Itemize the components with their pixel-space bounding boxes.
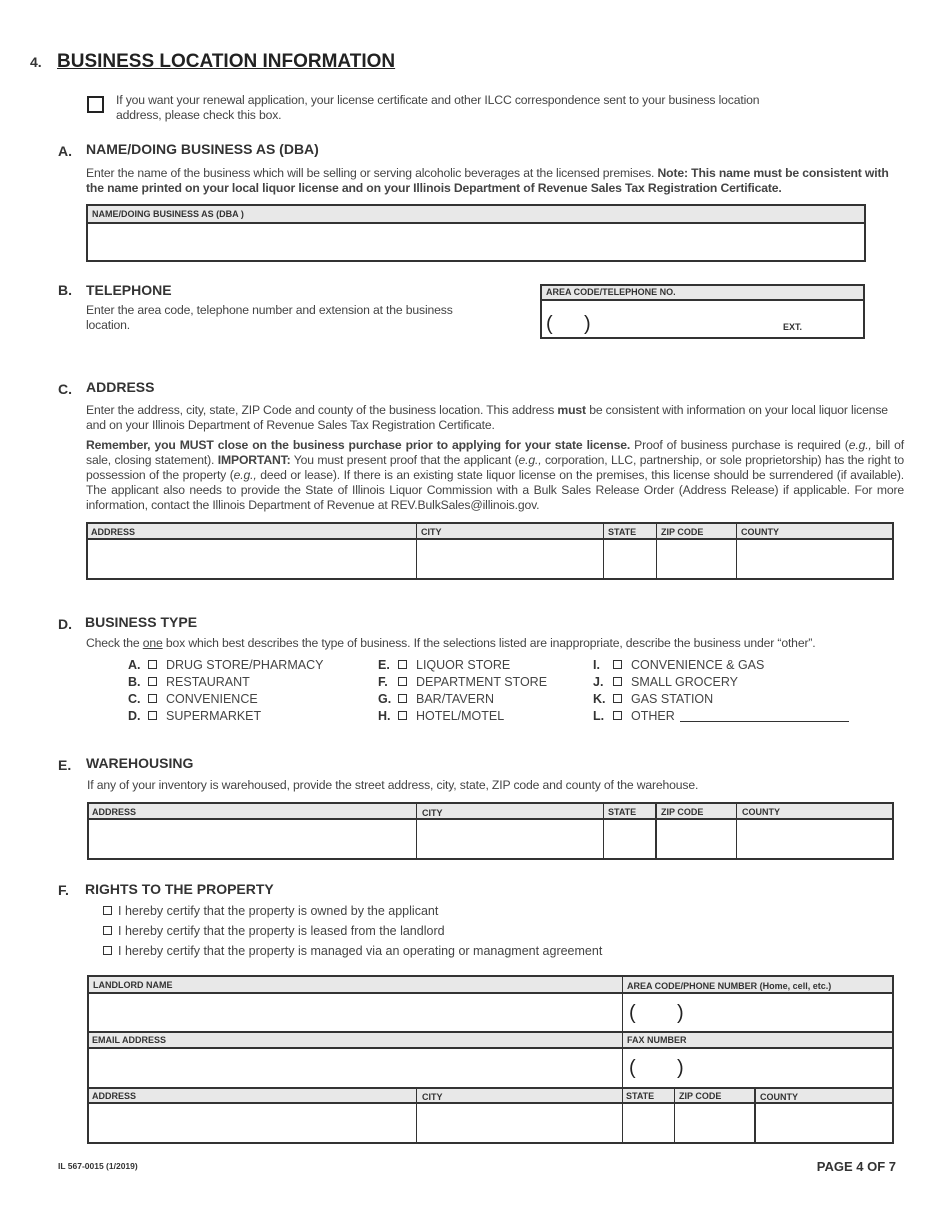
checkbox-icon — [613, 677, 622, 686]
text: DRUG STORE/PHARMACY — [166, 658, 324, 672]
section-e-text: If any of your inventory is warehoused, provide the street address, city, state, ZIP code and county of the warehouse. — [87, 778, 699, 792]
text: BAR/TAVERN — [416, 692, 495, 706]
phone-open-paren: ( — [629, 1002, 636, 1024]
text — [416, 1087, 417, 1142]
t: one — [142, 636, 163, 650]
col-city: CITY — [422, 808, 443, 818]
text: SMALL GROCERY — [631, 675, 738, 689]
option-hotel-motel[interactable] — [378, 709, 504, 723]
section-b-letter: B. — [58, 282, 72, 298]
text: DEPARTMENT STORE — [416, 675, 548, 689]
section-c-para2 — [86, 438, 904, 513]
option-gas-station[interactable] — [593, 692, 713, 706]
telephone-field[interactable] — [540, 284, 865, 339]
t: must — [557, 403, 586, 417]
checkbox-icon — [103, 926, 112, 935]
text: LIQUOR STORE — [416, 658, 511, 672]
fax-label: FAX NUMBER — [627, 1035, 687, 1045]
fax-close-paren: ) — [677, 1057, 684, 1079]
text: D. — [128, 709, 141, 723]
text — [416, 804, 417, 858]
checkbox-icon — [398, 694, 407, 703]
rights-managed-checkbox[interactable] — [103, 944, 602, 958]
col-city: CITY — [422, 1092, 443, 1102]
section-a-heading: NAME/DOING BUSINESS AS (DBA) — [86, 141, 319, 157]
option-convenience[interactable] — [128, 692, 258, 706]
landlord-phone-label: AREA CODE/PHONE NUMBER (Home, cell, etc.) — [627, 981, 832, 991]
checkbox-icon — [613, 660, 622, 669]
col-state: STATE — [626, 1091, 655, 1101]
text: RESTAURANT — [166, 675, 250, 689]
option-small-grocery[interactable] — [593, 675, 738, 689]
mail-checkbox-label: If you want your renewal application, your license certificate and other ILCC correspondence sent to your business location address, please check this box. — [116, 93, 760, 122]
landlord-table — [87, 975, 894, 1144]
section-b-heading: TELEPHONE — [86, 282, 172, 298]
fax-open-paren: ( — [629, 1057, 636, 1079]
text: OTHER — [631, 709, 675, 723]
t: Check the — [86, 636, 143, 650]
checkbox-icon — [148, 677, 157, 686]
rights-owned-checkbox[interactable] — [103, 904, 438, 918]
t: be consistent with information on your local liquor license and on your Illinois Department of Revenue Sales Tax Registration Certificate. — [86, 403, 888, 432]
landlord-name-label: LANDLORD NAME — [93, 980, 173, 990]
text: HOTEL/MOTEL — [416, 709, 505, 723]
dba-label: NAME/DOING BUSINESS AS (DBA ) — [88, 206, 864, 224]
ext-label: EXT. — [783, 322, 803, 332]
option-liquor-store[interactable] — [378, 658, 510, 672]
form-id: IL 567-0015 (1/2019) — [58, 1161, 138, 1171]
section-a-letter: A. — [58, 143, 72, 159]
col-county: COUNTY — [742, 807, 780, 817]
text — [603, 804, 604, 858]
t: IMPORTANT: — [217, 453, 291, 467]
col-address: ADDRESS — [92, 807, 137, 817]
section-d-text — [86, 636, 906, 651]
text: I hereby certify that the property is owned by the applicant — [118, 904, 439, 918]
text: A. — [128, 658, 141, 672]
text — [622, 977, 623, 1142]
checkbox-icon — [148, 660, 157, 669]
text — [736, 804, 737, 858]
text: J. — [593, 675, 604, 689]
section-f-letter: F. — [58, 882, 69, 898]
col-state: STATE — [608, 807, 637, 817]
checkbox-icon — [398, 660, 407, 669]
t: Remember, you MUST close on the business purchase prior to applying for your state license. — [86, 438, 631, 452]
t: e.g., — [518, 453, 542, 467]
checkbox-icon — [148, 711, 157, 720]
text — [736, 524, 737, 578]
text — [754, 1087, 756, 1142]
option-department-store[interactable] — [378, 675, 547, 689]
section-d-letter: D. — [58, 616, 72, 632]
text: B. — [128, 675, 141, 689]
header-row — [89, 1031, 892, 1049]
option-other[interactable] — [593, 709, 675, 723]
checkbox-icon — [103, 906, 112, 915]
section-number: 4. — [30, 54, 42, 70]
area-code-close-paren: ) — [584, 313, 591, 335]
text: CONVENIENCE & GAS — [631, 658, 765, 672]
t: box which best describes the type of business. If the selections listed are inappropriate, describe the business under “other”. — [162, 636, 816, 650]
col-address: ADDRESS — [92, 1091, 137, 1101]
option-drug-store[interactable] — [128, 658, 323, 672]
business-address-table — [86, 522, 894, 580]
text: I hereby certify that the property is leased from the landlord — [118, 924, 445, 938]
checkbox-icon — [103, 946, 112, 955]
phone-close-paren: ) — [677, 1002, 684, 1024]
page-number: PAGE 4 OF 7 — [816, 1159, 896, 1174]
t: Enter the address, city, state, ZIP Code and county of the business location. This address — [86, 403, 558, 417]
text — [656, 524, 657, 578]
section-b-text: Enter the area code, telephone number and extension at the business location. — [86, 303, 453, 332]
text: E. — [378, 658, 390, 672]
text: H. — [378, 709, 391, 723]
section-a-note: Note: This name must be consistent with the name printed on your local liquor license and on your Illinois Department of Revenue Sales Tax Registration Certificate. — [86, 166, 889, 195]
section-a-text — [86, 166, 906, 196]
section-c-letter: C. — [58, 381, 72, 397]
text — [603, 524, 604, 578]
section-a-desc: Enter the name of the business which will be selling or serving alcoholic beverages at the licensed premises. — [86, 166, 658, 180]
text: SUPERMARKET — [166, 709, 262, 723]
checkbox-icon — [398, 677, 407, 686]
option-supermarket[interactable] — [128, 709, 261, 723]
text: G. — [378, 692, 392, 706]
text: I hereby certify that the property is managed via an operating or managment agreement — [118, 944, 603, 958]
col-zip: ZIP CODE — [661, 807, 704, 817]
email-label: EMAIL ADDRESS — [92, 1035, 167, 1045]
t: e.g., — [233, 468, 257, 482]
option-convenience-gas[interactable] — [593, 658, 764, 672]
text: K. — [593, 692, 606, 706]
option-restaurant[interactable] — [128, 675, 250, 689]
other-description-line[interactable] — [680, 721, 849, 722]
col-state: STATE — [608, 527, 637, 537]
section-e-heading: WAREHOUSING — [86, 755, 194, 771]
dba-field[interactable] — [86, 204, 866, 262]
text: I. — [593, 658, 600, 672]
telephone-label: AREA CODE/TELEPHONE NO. — [542, 286, 863, 301]
t: You must present proof that the applicant ( — [290, 453, 519, 467]
checkbox-icon — [148, 694, 157, 703]
area-code-open-paren: ( — [546, 313, 553, 335]
col-zip: ZIP CODE — [661, 527, 704, 537]
text: C. — [128, 692, 141, 706]
option-bar-tavern[interactable] — [378, 692, 494, 706]
warehouse-address-table — [87, 802, 894, 860]
text — [416, 524, 417, 578]
col-county: COUNTY — [760, 1092, 798, 1102]
section-c-para1 — [86, 403, 901, 433]
t: e.g., — [848, 438, 872, 452]
checkbox-icon — [613, 711, 622, 720]
col-city: CITY — [421, 527, 442, 537]
t: corporation, LLC, partnership, or sole proprietorship) has the right to possession of the property ( — [86, 453, 904, 482]
section-c-heading: ADDRESS — [86, 379, 155, 395]
text: GAS STATION — [631, 692, 714, 706]
mail-to-business-checkbox[interactable] — [87, 96, 104, 113]
text — [674, 1087, 675, 1142]
section-f-heading: RIGHTS TO THE PROPERTY — [85, 881, 274, 897]
checkbox-icon — [398, 711, 407, 720]
t: deed or lease). If there is an existing state liquor license on the premises, this license should be surrendered (if available). The applicant also needs to provide the State of Illinois Liquor Commission with a Bulk Sales Release Order (Address Release) if applicable. For more information, contact the Illinois Department of Revenue at REV.BulkSales@illinois.gov. — [86, 468, 904, 512]
checkbox-icon — [613, 694, 622, 703]
col-zip: ZIP CODE — [679, 1091, 722, 1101]
section-e-letter: E. — [58, 757, 72, 773]
text: F. — [378, 675, 388, 689]
t: Proof of business purchase is required ( — [630, 438, 849, 452]
text: L. — [593, 709, 605, 723]
section-d-heading: BUSINESS TYPE — [85, 614, 198, 630]
rights-leased-checkbox[interactable] — [103, 924, 445, 938]
page-title: BUSINESS LOCATION INFORMATION — [57, 51, 396, 72]
t: bill of sale, closing statement). — [86, 438, 905, 467]
col-county: COUNTY — [741, 527, 779, 537]
text: CONVENIENCE — [166, 692, 258, 706]
col-address: ADDRESS — [91, 527, 136, 537]
text — [655, 804, 657, 858]
